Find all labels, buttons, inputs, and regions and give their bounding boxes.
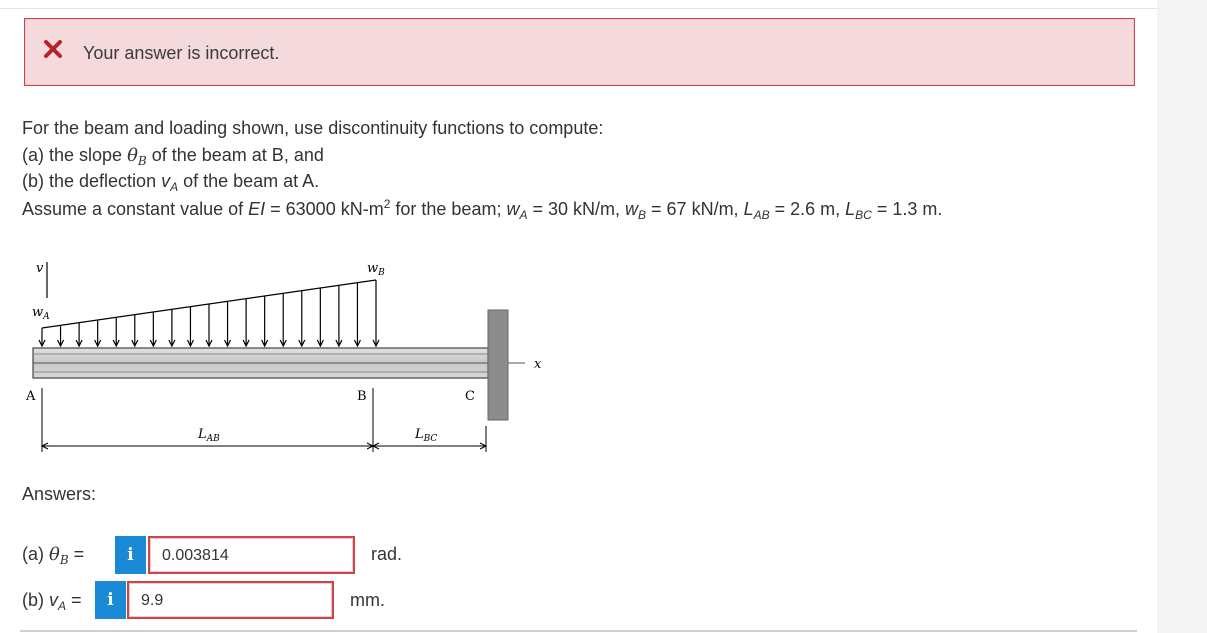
wb-subscript: B [638, 208, 647, 222]
feedback-message: Your answer is incorrect. [83, 43, 280, 63]
theta-symbol: θ [127, 145, 138, 166]
ei-exponent: 2 [383, 197, 391, 211]
answer-b-equals: = [66, 590, 82, 610]
answer-a-value: 0.003814 [162, 547, 229, 564]
lbc-subscript: BC [855, 208, 872, 222]
point-b-label: B [357, 389, 367, 404]
x-icon [43, 39, 63, 59]
part-b-suffix: of the beam at A. [178, 171, 320, 191]
lbc-symbol: L [845, 199, 856, 219]
lab-subscript: AB [753, 208, 770, 222]
answer-a-input[interactable] [148, 536, 355, 574]
answer-a-prefix: (a) [22, 544, 49, 564]
answer-a-symbol: θ [49, 544, 60, 565]
v-axis-label: v [36, 261, 44, 276]
point-c-label: C [465, 389, 475, 404]
answers-heading: Answers: [22, 484, 97, 504]
feedback-alert [24, 18, 1135, 86]
answer-b-label [22, 590, 82, 613]
answer-b-prefix: (b) [22, 590, 49, 610]
part-a-suffix: of the beam at B, and [146, 145, 324, 165]
part-b-prefix: (b) the deflection [22, 171, 162, 191]
beam-diagram [0, 240, 600, 470]
lbc-value: = 1.3 m. [871, 199, 943, 219]
bottom-divider [20, 630, 1137, 632]
info-icon[interactable]: i [115, 536, 146, 574]
x-axis-label: x [534, 357, 542, 372]
answer-b-symbol: v [49, 590, 58, 610]
wa-label: $w_A$ [32, 305, 50, 322]
answer-a-unit: rad. [371, 544, 403, 564]
answer-a-equals: = [68, 544, 85, 564]
lab-symbol: L [743, 199, 754, 219]
theta-subscript: B [137, 154, 147, 168]
assume-text-1: Assume a constant value of [22, 199, 249, 219]
ei-symbol: EI [248, 199, 266, 219]
lbc-label: $L_{BC}$ [415, 427, 438, 444]
top-divider [0, 8, 1157, 9]
wb-label: $w_B$ [367, 261, 385, 278]
answer-b-subscript: A [58, 599, 67, 613]
wa-symbol: w [506, 199, 520, 219]
wa-value: = 30 kN/m, [527, 199, 626, 219]
question-intro: For the beam and loading shown, use discontinuity functions to compute: [22, 118, 604, 138]
question-assumptions [22, 197, 942, 222]
question-part-b [22, 171, 319, 194]
info-icon[interactable]: i [95, 581, 126, 619]
wb-symbol: w [625, 199, 639, 219]
ei-value: = 63000 kN-m [265, 199, 384, 219]
lab-label: $L_{AB}$ [198, 427, 220, 444]
answer-b-value: 9.9 [141, 592, 164, 609]
right-gutter [1157, 0, 1207, 633]
question-part-a [22, 145, 324, 168]
distributed-load [39, 280, 379, 346]
wb-value: = 67 kN/m, [646, 199, 744, 219]
v-symbol: v [161, 171, 171, 191]
lab-value: = 2.6 m, [769, 199, 846, 219]
v-subscript: A [170, 180, 179, 194]
wa-subscript: A [519, 208, 528, 222]
fixed-wall-support [488, 310, 508, 420]
answer-b-input[interactable] [127, 581, 334, 619]
answer-a-label [22, 544, 84, 567]
answer-b-unit: mm. [350, 590, 385, 610]
answer-a-subscript: B [59, 553, 69, 567]
assume-text-2: for the beam; [390, 199, 507, 219]
part-a-prefix: (a) the slope [22, 145, 128, 165]
point-a-label: A [26, 389, 36, 404]
